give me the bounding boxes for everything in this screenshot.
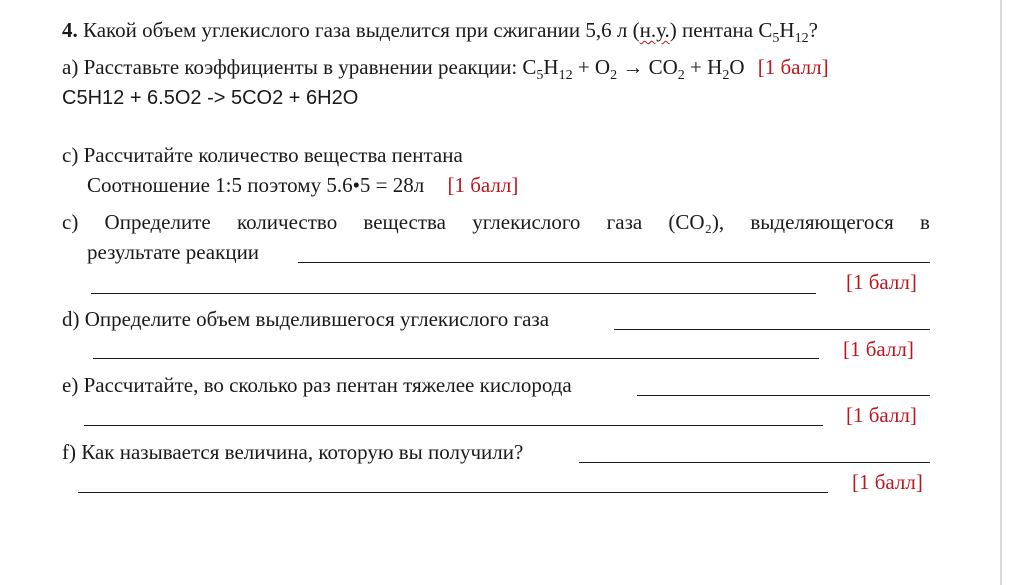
part-e-points: [1 балл]: [846, 403, 917, 427]
formula-sub: 5: [536, 68, 544, 83]
answer-blank[interactable]: [78, 492, 828, 493]
formula-o: O: [729, 55, 745, 79]
question-text-after: ) пентана C: [669, 18, 773, 42]
answer-blank[interactable]: [84, 425, 823, 426]
word: (CO₂),: [668, 210, 725, 234]
part-e-prompt: e) Рассчитайте, во сколько раз пентан тяжелее кислорода: [62, 373, 572, 397]
word: в: [920, 210, 930, 234]
part-d-prompt: d) Определите объем выделившегося углекислого газа: [62, 307, 550, 331]
word: выделяющегося: [750, 210, 894, 234]
formula-o2: + O: [572, 55, 611, 79]
formula-sub: 12: [558, 68, 573, 83]
formula-co2: → CO: [617, 55, 678, 79]
formula-sub: 5: [772, 31, 780, 46]
question-title: [62, 17, 818, 47]
question-text: Какой объем углекислого газа выделится при сжигании 5,6 л (: [77, 18, 640, 42]
part-c2-prompt: [62, 209, 930, 235]
part-a-answer: C5H12 + 6.5O2 -> 5CO2 + 6H2O: [62, 87, 359, 109]
part-a-label: a) Расставьте коэффициенты в уравнении реакции: C: [62, 55, 537, 79]
word: углекислого: [472, 210, 581, 234]
word: Определите: [104, 210, 211, 234]
answer-blank[interactable]: [93, 358, 819, 359]
part-d-points: [1 балл]: [843, 337, 914, 361]
word: c): [62, 210, 79, 234]
part-c1-answer: Соотношение 1:5 поэтому 5.6•5 = 28л: [87, 173, 425, 197]
question-end: ?: [808, 18, 818, 42]
answer-blank[interactable]: [91, 293, 816, 294]
part-a-points: [1 балл]: [757, 55, 829, 79]
part-c1-answer-row: [87, 172, 518, 198]
formula-h: H: [543, 55, 559, 79]
answer-blank[interactable]: [298, 262, 930, 263]
word: газа: [606, 210, 643, 234]
word: количество: [236, 210, 338, 234]
page-border: [1000, 0, 1002, 585]
answer-blank[interactable]: [579, 462, 930, 463]
formula-h: H: [779, 18, 795, 42]
question-number: 4.: [62, 18, 78, 42]
formula-sub: 2: [722, 68, 730, 83]
answer-blank[interactable]: [614, 329, 930, 330]
formula-sub: 2: [610, 68, 618, 83]
part-a-prompt: [62, 54, 829, 84]
formula-sub: 12: [794, 31, 809, 46]
answer-blank[interactable]: [637, 395, 930, 396]
part-c2-line2: результате реакции: [87, 240, 260, 264]
word: вещества: [363, 210, 447, 234]
formula-h2o: + H: [684, 55, 723, 79]
formula-sub: 2: [677, 68, 685, 83]
part-c1-points: [1 балл]: [447, 173, 519, 197]
part-f-prompt: f) Как называется величина, которую вы получили?: [62, 440, 524, 464]
part-f-points: [1 балл]: [852, 470, 923, 494]
part-c2-points: [1 балл]: [846, 270, 917, 294]
part-c1-prompt: c) Рассчитайте количество вещества пентана: [62, 143, 463, 167]
nu-abbrev: н.у.: [639, 18, 670, 42]
